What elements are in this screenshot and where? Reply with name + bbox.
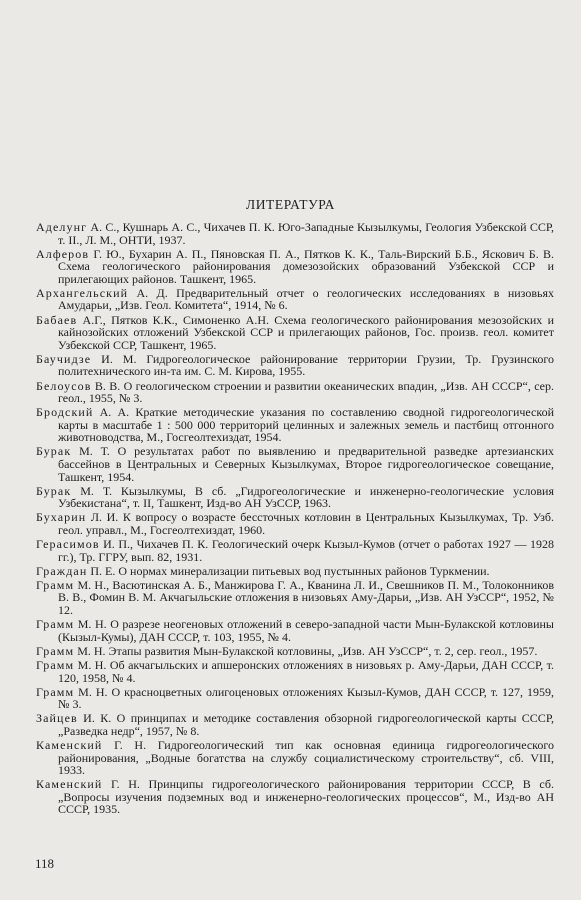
reference-text: А.Г., Пятков К.К., Симоненко А.Н. Схема геологического районирования мезозойских и кайнозойских отложений Узбекской ССР и прилегающих районов, Гос. произв. геол. комитет Узбекской ССР, Ташкент, 1965.	[58, 312, 554, 352]
reference-text: Л. И. К вопросу о возрасте бессточных котловин в Центральных Кызылкумах, Тр. Узб. геол. управл., М., Госгеолтехиздат, 1960.	[58, 510, 554, 537]
reference-text: П. Е. О нормах минерализации питьевых вод пустынных районов Туркмении.	[87, 563, 490, 578]
reference-author: Алферов	[36, 246, 90, 261]
reference-entry	[36, 778, 554, 816]
reference-entry	[36, 511, 554, 536]
page-number: 118	[35, 856, 55, 871]
reference-author: Аделунг	[36, 220, 88, 234]
reference-entry	[36, 248, 554, 286]
reference-text: М. Н. О красноцветных олигоценовых отложениях Кызыл-Кумов, ДАН СССР, т. 127, 1959, № 3.	[58, 684, 554, 712]
reference-author: Граждан	[36, 563, 88, 578]
reference-entry	[36, 712, 554, 737]
reference-text: И. К. О принципах и методике составления обзорной гидрогеологической карты СССР, „Разведка недр“, 1957, № 8.	[58, 711, 554, 738]
reference-entry	[36, 538, 554, 563]
reference-entry	[36, 380, 554, 405]
reference-author: Белоусов	[36, 378, 92, 393]
reference-author: Бурак	[36, 444, 72, 459]
reference-author: Бродский	[36, 405, 94, 420]
reference-entry	[36, 485, 554, 510]
reference-entry	[36, 618, 554, 643]
reference-text: А. А. Краткие методические указания по составлению сводной гидрогеологической карты в масштабе 1 : 500 000 территорий целинных и залежных земель и пастбищ отгонного животноводства, М., Госгеолтехиздат, 1954.	[58, 405, 554, 445]
reference-text: М. Н. О разрезе неогеновых отложений в северо-западной части Мын-Булакской котловины (Кызыл-Кумы), ДАН СССР, т. 103, 1955, № 4.	[58, 617, 554, 644]
reference-text: М. Н. Этапы развития Мын-Булакской котловины, „Изв. АН УзССР“, т. 2, сер. геол., 1957.	[74, 643, 538, 658]
reference-entry	[36, 565, 554, 578]
reference-text: И. П., Чихачев П. К. Геологический очерк Кызыл-Кумов (отчет о работах 1927 — 1928 гг.), Тр. ГГРУ, вып. 82, 1931.	[58, 537, 554, 564]
reference-list	[36, 221, 554, 817]
reference-author: Зайцев	[36, 711, 78, 726]
reference-entry	[36, 406, 554, 444]
reference-author: Грамм	[36, 643, 75, 658]
reference-author: Архангельский	[36, 285, 129, 300]
reference-text: В. В. О геологическом строении и развитии океанических впадин, „Изв. АН СССР“, сер. геол., 1955, № 3.	[58, 378, 554, 406]
reference-entry	[36, 739, 554, 777]
reference-text: М. Н., Васютинская А. Б., Манжирова Г. А., Кванина Л. И., Свешников П. М., Толоконников В. В., Фомин В. М. Акчагыльские отложения в низовьях Аму-Дарьи, „Изв. АН УзССР“, 1952, № 12.	[58, 577, 554, 617]
reference-author: Герасимов	[36, 537, 100, 552]
reference-entry	[36, 314, 554, 352]
reference-author: Каменский	[36, 777, 103, 792]
reference-author: Каменский	[36, 738, 103, 753]
reference-entry	[36, 287, 554, 312]
reference-text: М. Н. Об акчагыльских и апшеронских отложениях в низовьях р. Аму-Дарьи, ДАН СССР, т. 120, 1958, № 4.	[58, 657, 554, 685]
reference-entry	[36, 353, 554, 378]
reference-text: И. М. Гидрогеологическое районирование территории Грузии, Тр. Грузинского политехнического ин-та им. С. М. Кирова, 1955.	[58, 351, 554, 379]
reference-entry	[36, 579, 554, 617]
reference-text: М. Т. О результатах работ по выявлению и предварительной разведке артезианских бассейнов в Центральных и Северных Кызылкумах, Второе гидрогеологическое совещание, Ташкент, 1954.	[58, 444, 554, 484]
reference-entry	[36, 221, 554, 246]
reference-entry	[36, 659, 554, 684]
reference-author: Бурак	[36, 483, 72, 498]
reference-author: Грамм	[36, 617, 75, 632]
reference-text: Г. Ю., Бухарин А. П., Пяновская П. А., Пятков К. К., Таль-Вирский Б.Б., Яскович Б. В. Схема геологического районирования домезозойских образований Узбекской ССР и прилегающих районов. Ташкент, 1965.	[58, 246, 554, 286]
reference-author: Грамм	[36, 657, 75, 672]
reference-author: Грамм	[36, 577, 75, 592]
reference-text: А. Д. Предварительный отчет о геологических исследованиях в низовьях Амударьи, „Изв. Геол. Комитета“, 1914, № 6.	[58, 285, 554, 313]
reference-author: Грамм	[36, 684, 75, 699]
reference-author: Баучидзе	[36, 351, 92, 366]
page-title: ЛИТЕРАТУРА	[245, 197, 336, 212]
reference-author: Бухарин	[36, 510, 87, 525]
reference-text: Г. Н. Принципы гидрогеологического районирования территории СССР, В сб. „Вопросы изучения подземных вод и инженерно-геологических процессов“, М., Изд-во АН СССР, 1935.	[58, 777, 554, 817]
reference-text: М. Т. Кызылкумы, В сб. „Гидрогеологические и инженерно-геологические условия Узбекистана“, т. II, Ташкент, Изд-во АН УзССР, 1963.	[58, 483, 554, 511]
reference-text: Г. Н. Гидрогеологический тип как основная единица гидрогеологического районирования, „Водные богатства на службу социалистическому строительству“, сб. VIII, 1933.	[58, 738, 554, 778]
reference-entry	[36, 686, 554, 711]
reference-entry	[36, 645, 554, 658]
reference-text: А. С., Кушнарь А. С., Чихачев П. К. Юго-Западные Кызылкумы, Геология Узбекской ССР, т. II., Л. М., ОНТИ, 1937.	[58, 220, 554, 247]
reference-entry	[36, 445, 554, 483]
reference-author: Бабаев	[36, 312, 78, 327]
